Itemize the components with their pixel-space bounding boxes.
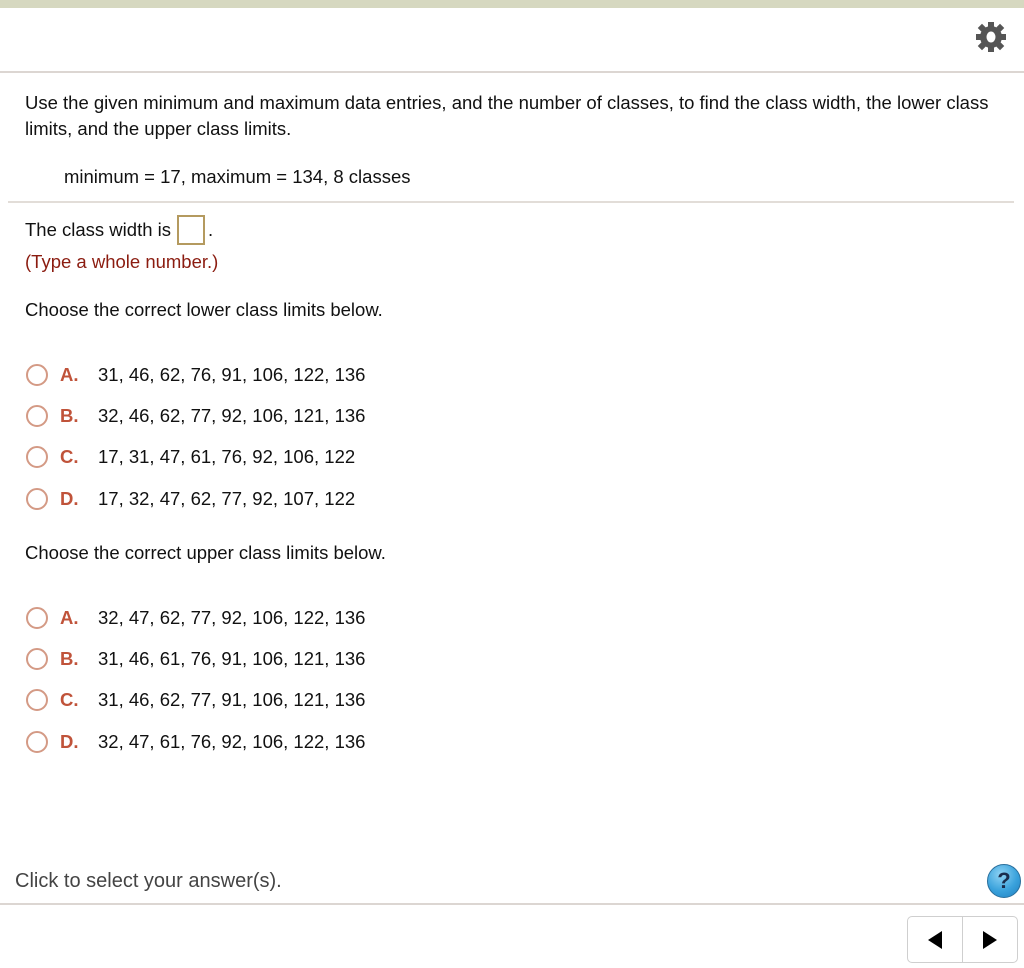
radio-button[interactable] (26, 648, 48, 670)
option-letter: A. (60, 606, 79, 628)
top-strip (0, 0, 1024, 8)
lower-option-b[interactable] (26, 395, 365, 436)
status-text: Click to select your answer(s). (15, 870, 282, 892)
previous-button[interactable] (908, 917, 962, 962)
option-letter: D. (60, 487, 79, 509)
upper-option-a[interactable] (26, 597, 365, 638)
upper-option-c[interactable] (26, 680, 365, 721)
class-width-hint: (Type a whole number.) (25, 251, 219, 272)
upper-option-d[interactable] (26, 721, 365, 762)
gear-icon (976, 21, 1006, 53)
radio-button[interactable] (26, 731, 48, 753)
option-text: 32, 46, 62, 77, 92, 106, 121, 136 (98, 404, 366, 426)
lower-option-c[interactable] (26, 437, 365, 478)
option-text: 32, 47, 61, 76, 92, 106, 122, 136 (98, 730, 366, 752)
option-letter: C. (60, 446, 79, 468)
triangle-right-icon (982, 930, 998, 950)
radio-button[interactable] (26, 488, 48, 510)
option-text: 31, 46, 61, 76, 91, 106, 121, 136 (98, 647, 366, 669)
lower-option-a[interactable] (26, 354, 365, 395)
triangle-left-icon (927, 930, 943, 950)
lower-option-d[interactable] (26, 478, 365, 519)
option-text: 31, 46, 62, 77, 91, 106, 121, 136 (98, 689, 366, 711)
class-width-label: The class width is (25, 219, 171, 240)
upper-limits-prompt: Choose the correct upper class limits below. (25, 542, 386, 563)
class-width-input[interactable] (177, 215, 205, 245)
radio-button[interactable] (26, 607, 48, 629)
footer-divider (0, 903, 1024, 905)
option-letter: D. (60, 730, 79, 752)
radio-button[interactable] (26, 446, 48, 468)
option-letter: B. (60, 647, 79, 669)
option-text: 17, 31, 47, 61, 76, 92, 106, 122 (98, 446, 356, 468)
radio-button[interactable] (26, 689, 48, 711)
help-button[interactable] (987, 864, 1021, 898)
header-divider (0, 71, 1024, 73)
upper-option-b[interactable] (26, 638, 365, 679)
question-text: Use the given minimum and maximum data entries, and the number of classes, to find the class width, the lower class limits, and the upper class limits. (25, 92, 989, 139)
radio-button[interactable] (26, 405, 48, 427)
class-width-suffix: . (208, 219, 214, 240)
class-width-row (25, 215, 213, 245)
help-icon: ? (997, 868, 1011, 893)
settings-button[interactable] (974, 20, 1008, 54)
section-divider (8, 201, 1014, 203)
option-letter: C. (60, 689, 79, 711)
lower-limits-prompt: Choose the correct lower class limits below. (25, 299, 383, 320)
upper-limits-options (26, 597, 365, 762)
next-button[interactable] (962, 917, 1017, 962)
option-letter: A. (60, 363, 79, 385)
option-letter: B. (60, 404, 79, 426)
given-values: minimum = 17, maximum = 134, 8 classes (64, 166, 411, 187)
option-text: 32, 47, 62, 77, 92, 106, 122, 136 (98, 606, 366, 628)
lower-limits-options (26, 354, 365, 519)
radio-button[interactable] (26, 364, 48, 386)
option-text: 31, 46, 62, 76, 91, 106, 122, 136 (98, 363, 366, 385)
option-text: 17, 32, 47, 62, 77, 92, 107, 122 (98, 487, 356, 509)
navigation-buttons (907, 916, 1018, 963)
